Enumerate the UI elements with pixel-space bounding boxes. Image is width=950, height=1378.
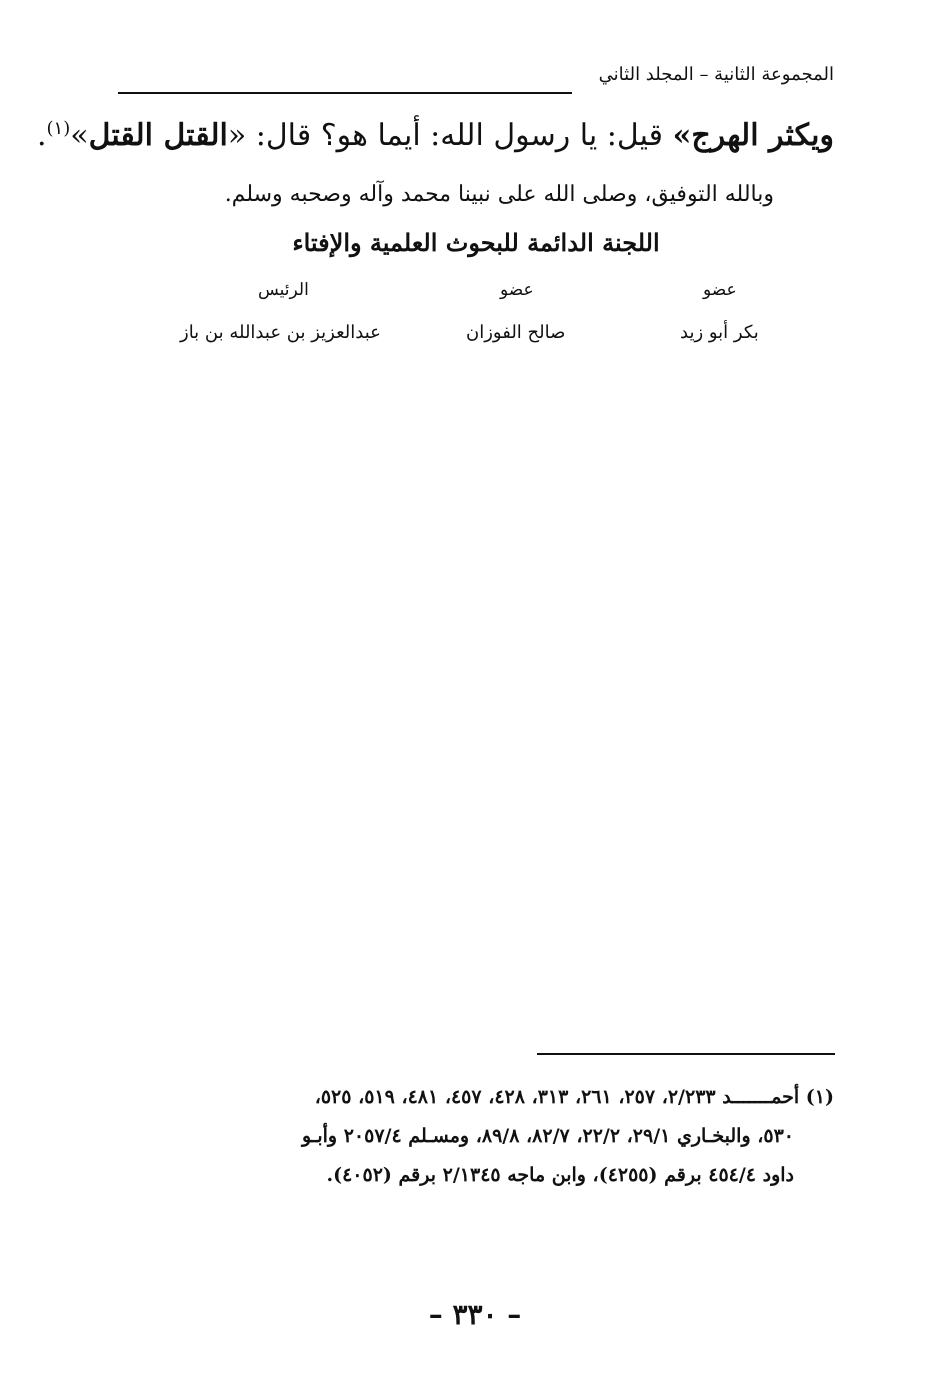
hadith-phrase-1: ويكثر الهرج»: [672, 118, 834, 153]
header-title: المجموعة الثانية – المجلد الثاني: [598, 64, 834, 85]
footnote-line-2: ٥٣٠، والبخـاري ٢٩/١، ٢٢/٢، ٨٢/٧، ٨٩/٨، ومسـلم ٢٠٥٧/٤ وأبـو: [301, 1125, 794, 1147]
body-line-1: [36, 118, 834, 153]
running-header: [118, 58, 834, 98]
signatory-role-1: عضو: [703, 280, 737, 300]
signatory-role-3: الرئيس: [258, 280, 309, 300]
hadith-phrase-2: القتل القتل: [88, 118, 228, 153]
page-number: – ٣٣٠ –: [428, 1298, 522, 1331]
line-end: .: [36, 118, 47, 153]
footnote-line-3: داود ٤٥٤/٤ برقم (٤٢٥٥)، وابن ماجه ٢/١٣٤٥ برقم (٤٠٥٢).: [326, 1164, 794, 1186]
signatory-name-2: صالح الفوزان: [466, 322, 566, 343]
footnote-ref: (١): [46, 118, 71, 139]
footnotes: [118, 1078, 834, 1195]
footnote-line-1: (١) أحمـــــــد ٢/٢٣٣، ٢٥٧، ٢٦١، ٣١٣، ٤٢٨، ٤٥٧، ٤٨١، ٥١٩، ٥٢٥،: [314, 1086, 834, 1108]
hadith-text: قيل: يا رسول الله: أيما هو؟ قال: «: [227, 118, 673, 153]
signatory-name-1: بكر أبو زيد: [680, 322, 759, 343]
signatory-name-3: عبدالعزيز بن عبدالله بن باز: [180, 322, 381, 343]
body-line-2: وبالله التوفيق، وصلى الله على نبينا محمد وآله وصحبه وسلم.: [224, 182, 774, 207]
signatory-role-2: عضو: [500, 280, 534, 300]
footnote-rule: [537, 1053, 835, 1055]
closing-quote: »: [70, 118, 89, 153]
header-rule: [118, 92, 572, 94]
committee-title: اللجنة الدائمة للبحوث العلمية والإفتاء: [292, 228, 660, 257]
